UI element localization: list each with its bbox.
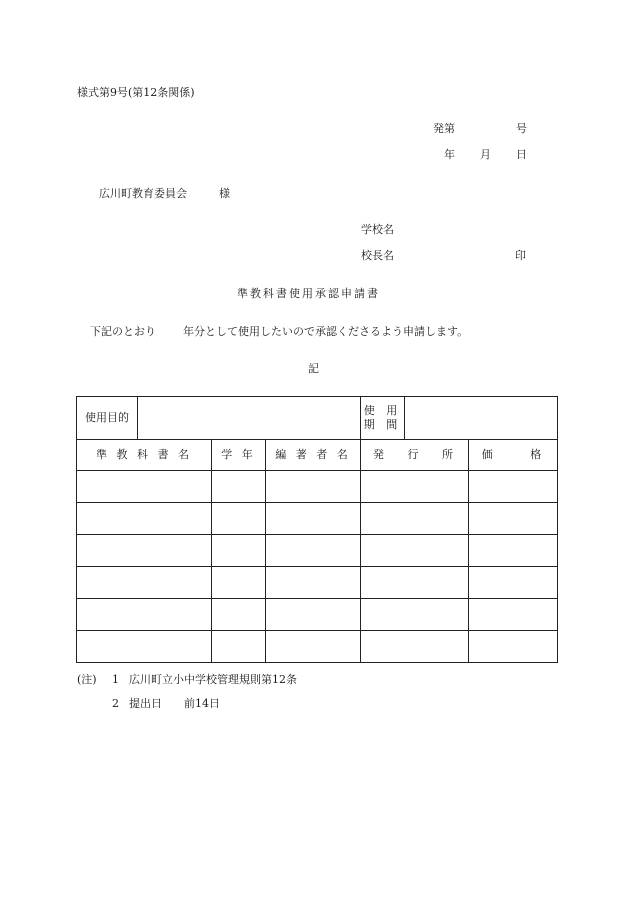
note-2-number: 2 [112,697,119,710]
cell-grade[interactable] [212,471,266,503]
table-body [77,471,558,663]
period-label: 使 用 期 間 [361,397,405,440]
table-row [77,503,558,535]
cell-publisher[interactable] [361,599,469,631]
cell-author[interactable] [266,567,361,599]
note-1-text: 広川町立小中学校管理規則第12条 [129,673,297,686]
school-name-label: 学校名 [361,223,394,236]
cell-price[interactable] [469,535,558,567]
cell-publisher[interactable] [361,631,469,663]
body-text-rest: 年分として使用したいので承認くださるよう申請します。 [183,325,469,338]
cell-price[interactable] [469,599,558,631]
table-row [77,471,558,503]
header-publisher: 発 行 所 [361,440,469,471]
cell-textbook-name[interactable] [77,631,212,663]
cell-author[interactable] [266,535,361,567]
table-row [77,631,558,663]
cell-textbook-name[interactable] [77,503,212,535]
form-number: 様式第9号(第12条関係) [77,86,195,99]
cell-publisher[interactable] [361,503,469,535]
cell-price[interactable] [469,471,558,503]
header-author: 編 著 者 名 [266,440,361,471]
date-year: 年 [444,148,455,161]
cell-textbook-name[interactable] [77,567,212,599]
document-title: 準教科書使用承認申請書 [237,287,380,300]
table-row [77,567,558,599]
cell-grade[interactable] [212,599,266,631]
issue-number-suffix: 号 [516,122,527,135]
cell-publisher[interactable] [361,535,469,567]
cell-author[interactable] [266,599,361,631]
cell-grade[interactable] [212,631,266,663]
addressee-name: 広川町教育委員会 [99,187,187,200]
cell-author[interactable] [266,503,361,535]
header-grade: 学 年 [212,440,266,471]
header-textbook-name: 準 教 科 書 名 [77,440,212,471]
cell-author[interactable] [266,471,361,503]
cell-grade[interactable] [212,567,266,599]
principal-name-label: 校長名 [361,249,394,262]
issue-number-prefix: 発第 [433,122,455,135]
cell-author[interactable] [266,631,361,663]
table-row [77,535,558,567]
header-price: 価 格 [469,440,558,471]
purpose-label: 使用目的 [77,397,138,440]
purpose-field[interactable] [138,397,361,440]
note-2-text: 提出日 前14日 [129,697,220,710]
period-field[interactable] [405,397,558,440]
body-text-intro: 下記のとおり [90,325,156,338]
cell-grade[interactable] [212,535,266,567]
note-1-number: 1 [112,673,119,686]
cell-price[interactable] [469,567,558,599]
date-month: 月 [480,148,491,161]
ki-heading: 記 [308,362,319,375]
cell-price[interactable] [469,503,558,535]
cell-textbook-name[interactable] [77,535,212,567]
date-day: 日 [516,148,527,161]
table-row [77,599,558,631]
cell-publisher[interactable] [361,567,469,599]
application-table [76,396,558,663]
cell-price[interactable] [469,631,558,663]
notes-prefix: (注) [77,673,97,686]
cell-grade[interactable] [212,503,266,535]
addressee-honorific: 様 [219,187,230,200]
cell-textbook-name[interactable] [77,471,212,503]
cell-publisher[interactable] [361,471,469,503]
cell-textbook-name[interactable] [77,599,212,631]
seal-mark: 印 [515,249,526,262]
